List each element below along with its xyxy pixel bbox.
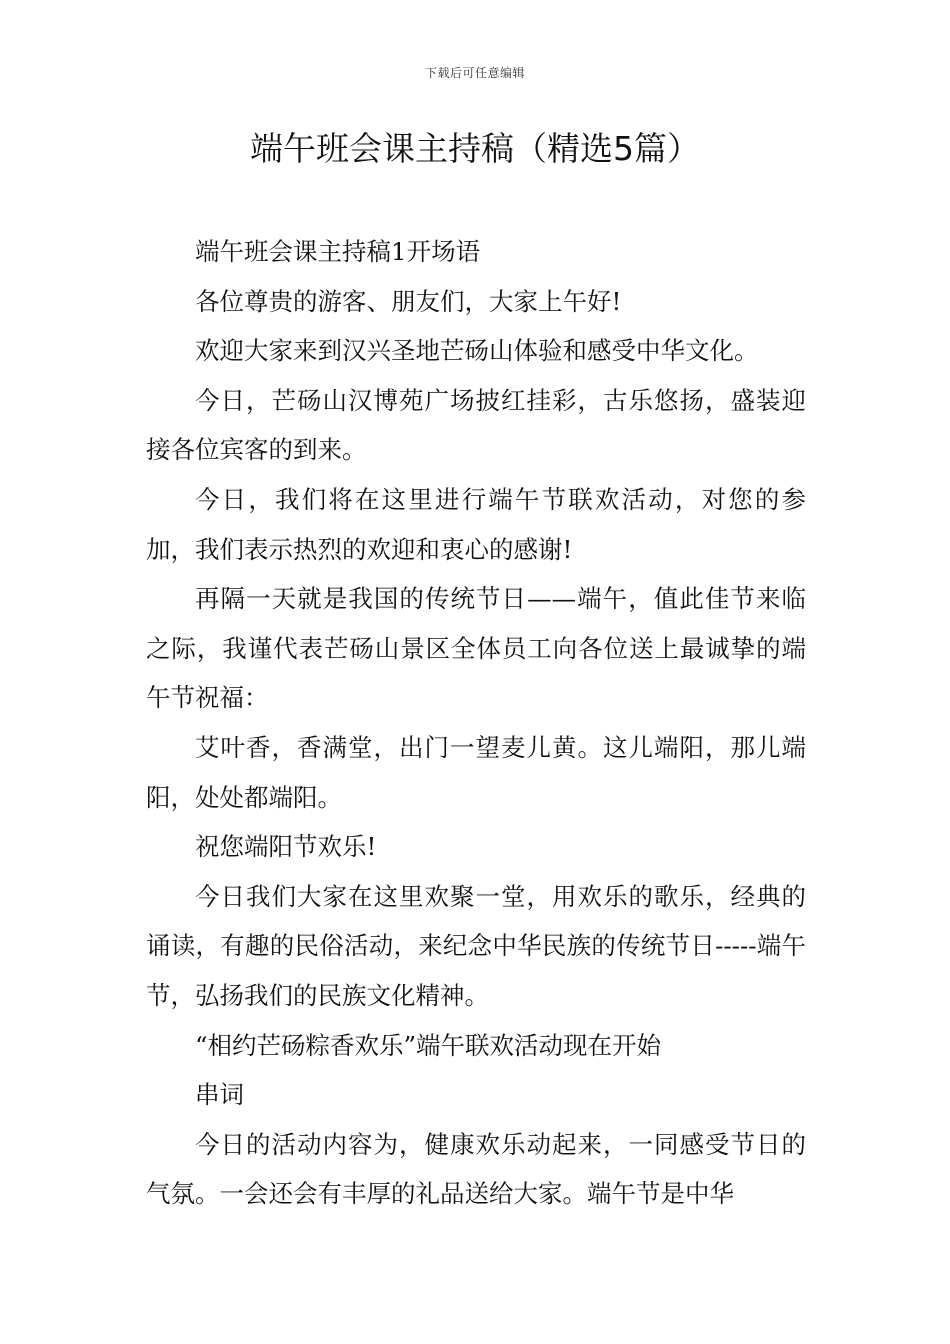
paragraph: 今日我们大家在这里欢聚一堂，用欢乐的歌乐，经典的诵读，有趣的民俗活动，来纪念中华民族的传统节日-----端午节，弘扬我们的民族文化精神。 <box>146 881 806 1010</box>
paragraph: 端午班会课主持稿1开场语 <box>195 237 481 266</box>
document-title: 端午班会课主持稿（精选5篇） <box>250 129 700 168</box>
paragraph: 祝您端阳节欢乐! <box>195 832 377 862</box>
paragraph: 今日，我们将在这里进行端午节联欢活动，对您的参加，我们表示热烈的欢迎和衷心的感谢! <box>146 484 806 564</box>
paragraph: 再隔一天就是我国的传统节日——端午，值此佳节来临之际，我谨代表芒砀山景区全体员工向各位送上最诚挚的端午节祝福： <box>146 584 806 713</box>
paragraph: 各位尊贵的游客、朋友们，大家上午好! <box>195 286 622 316</box>
paragraph: 今日的活动内容为，健康欢乐动起来，一同感受节日的气氛。一会还会有丰厚的礼品送给大家。端午节是中华 <box>146 1129 806 1209</box>
document-body <box>146 227 806 1219</box>
paragraph: 今日，芒砀山汉博苑广场披红挂彩，古乐悠扬，盛装迎接各位宾客的到来。 <box>146 385 806 465</box>
paragraph: 艾叶香，香满堂，出门一望麦儿黄。这儿端阳，那儿端阳，处处都端阳。 <box>146 732 806 812</box>
paragraph: 串词 <box>195 1080 244 1110</box>
paragraph: 欢迎大家来到汉兴圣地芒砀山体验和感受中华文化。 <box>195 336 759 366</box>
paragraph: “相约芒砀粽香欢乐”端午联欢活动现在开始 <box>195 1030 662 1060</box>
header-note: 下载后可任意编辑 <box>424 66 525 80</box>
